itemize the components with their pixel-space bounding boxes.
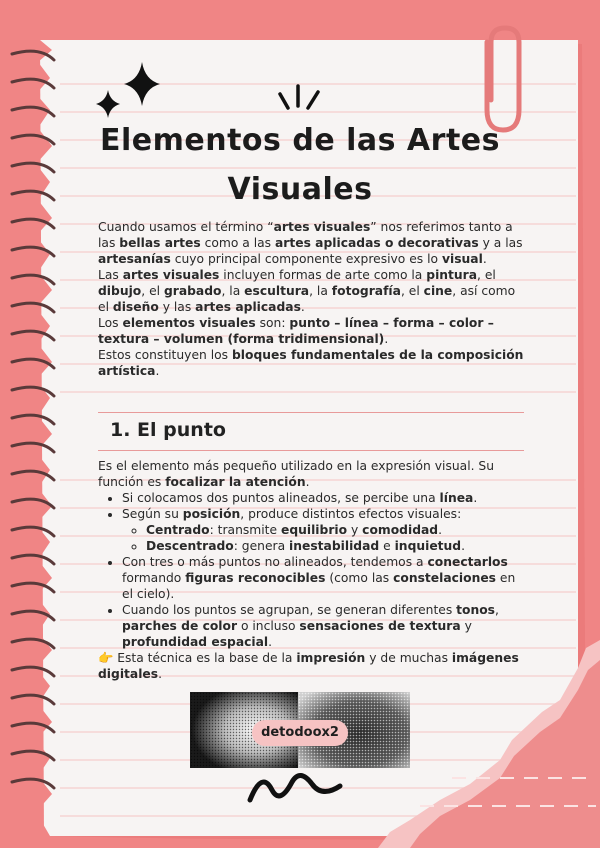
list-item — [122, 554, 530, 602]
text-run: . — [473, 491, 478, 505]
intro-paragraph — [98, 315, 530, 347]
text-run: y las — [158, 300, 196, 314]
text-run: . — [482, 252, 487, 266]
text-run: . — [384, 332, 389, 346]
bold-text: Centrado — [146, 523, 210, 537]
bullet-list — [98, 490, 530, 650]
bold-text: posición — [182, 507, 241, 521]
section-heading: 1. El punto — [110, 419, 226, 441]
section-body — [98, 458, 530, 682]
text-run: . — [158, 667, 163, 681]
text-run: Cuando los puntos se agrupan, se generan diferentes — [122, 603, 457, 617]
text-run: , produce distintos efectos visuales: — [240, 507, 462, 521]
intro-text — [98, 219, 530, 379]
text-run: y — [347, 523, 363, 537]
section-heading-box — [98, 412, 524, 451]
bold-text: escultura — [244, 284, 310, 298]
text-run: formando — [122, 571, 186, 585]
bold-text: imágenes digitales — [98, 651, 519, 681]
list-item — [122, 506, 530, 554]
text-run: . — [438, 523, 443, 537]
bold-text: parches de color — [122, 619, 238, 633]
bold-text: impresión — [296, 651, 366, 665]
bold-text: sensaciones de textura — [299, 619, 461, 633]
text-run: : genera — [233, 539, 290, 553]
intro-paragraph — [98, 347, 530, 379]
bold-text: diseño — [112, 300, 159, 314]
bold-text: artesanías — [98, 252, 171, 266]
text-run: e — [379, 539, 395, 553]
text-run: Los — [98, 316, 123, 330]
text-run: . — [461, 539, 466, 553]
list-item — [122, 602, 530, 650]
text-run: : transmite — [209, 523, 281, 537]
bold-text: punto – línea – forma – color – textura – volumen (forma tridimensional) — [98, 316, 494, 346]
text-run: , la — [309, 284, 332, 298]
text-run: , el — [400, 284, 424, 298]
section-paragraph — [98, 458, 530, 490]
text-run: . — [268, 635, 273, 649]
bold-text: artes aplicadas — [195, 300, 301, 314]
text-run: Según su — [122, 507, 183, 521]
watermark-badge: detodoox2 — [252, 720, 348, 746]
text-run: Si colocamos dos puntos alineados, se percibe una — [122, 491, 440, 505]
bold-text: cine — [423, 284, 453, 298]
text-run: o incluso — [237, 619, 300, 633]
text-run: , el — [477, 268, 496, 282]
bold-text: figuras reconocibles — [185, 571, 326, 585]
bold-text: Descentrado — [146, 539, 234, 553]
text-run: Esta técnica es la base de la — [113, 651, 297, 665]
text-run: y de muchas — [365, 651, 452, 665]
text-run: Es el elemento más pequeño utilizado en la expresión visual. Su función es — [98, 459, 495, 489]
intro-paragraph — [98, 219, 530, 267]
text-run: 👉 — [98, 651, 114, 665]
text-run: . — [300, 300, 305, 314]
bold-text: pintura — [426, 268, 478, 282]
bold-text: línea — [439, 491, 474, 505]
bold-text: profundidad espacial — [122, 635, 269, 649]
bold-text: artes visuales — [122, 268, 220, 282]
text-run: Estos constituyen los — [98, 348, 232, 362]
bold-text: bloques fundamentales de la composición artística — [98, 348, 524, 378]
bold-text: artes aplicadas o decorativas — [274, 236, 479, 250]
text-run: ” nos referimos tanto a las — [98, 220, 513, 250]
sub-list-item — [146, 538, 530, 554]
list-item — [122, 490, 530, 506]
bold-text: dibujo — [98, 284, 142, 298]
bold-text: bellas artes — [119, 236, 201, 250]
bold-text: comodidad — [362, 523, 439, 537]
bold-text: grabado — [163, 284, 222, 298]
bold-text: fotografía — [331, 284, 401, 298]
page-title-line-1: Elementos de las Artes — [100, 123, 500, 158]
sub-list — [122, 522, 530, 554]
bold-text: equilibrio — [280, 523, 348, 537]
intro-paragraph — [98, 267, 530, 315]
bold-text: inestabilidad — [289, 539, 380, 553]
sub-list-item — [146, 522, 530, 538]
bold-text: conectarlos — [427, 555, 508, 569]
text-run: en el cielo). — [122, 571, 516, 601]
text-run: son: — [255, 316, 290, 330]
text-run: como a las — [200, 236, 275, 250]
bold-text: elementos visuales — [122, 316, 256, 330]
text-run: y — [460, 619, 472, 633]
text-run: Con tres o más puntos no alineados, tendemos a — [122, 555, 428, 569]
text-run: incluyen formas de arte como la — [219, 268, 427, 282]
text-run: , así como el — [98, 284, 516, 314]
bold-text: artes visuales — [273, 220, 371, 234]
closing-paragraph — [98, 650, 530, 682]
text-run: , el — [141, 284, 164, 298]
text-run: Cuando usamos el término “ — [98, 220, 274, 234]
bold-text: constelaciones — [393, 571, 497, 585]
bold-text: visual — [441, 252, 483, 266]
text-run: . — [155, 364, 160, 378]
bold-text: focalizar la atención — [165, 475, 306, 489]
text-run: , la — [221, 284, 245, 298]
text-run: cuyo principal componente expresivo es lo — [170, 252, 442, 266]
text-run: , — [495, 603, 499, 617]
list-item-text — [122, 507, 461, 521]
bold-text: inquietud — [394, 539, 462, 553]
text-run: (como las — [325, 571, 394, 585]
bold-text: tonos — [456, 603, 496, 617]
text-run: . — [305, 475, 310, 489]
text-run: y a las — [478, 236, 523, 250]
text-run: Las — [98, 268, 123, 282]
page-title-line-2: Visuales — [227, 172, 373, 207]
